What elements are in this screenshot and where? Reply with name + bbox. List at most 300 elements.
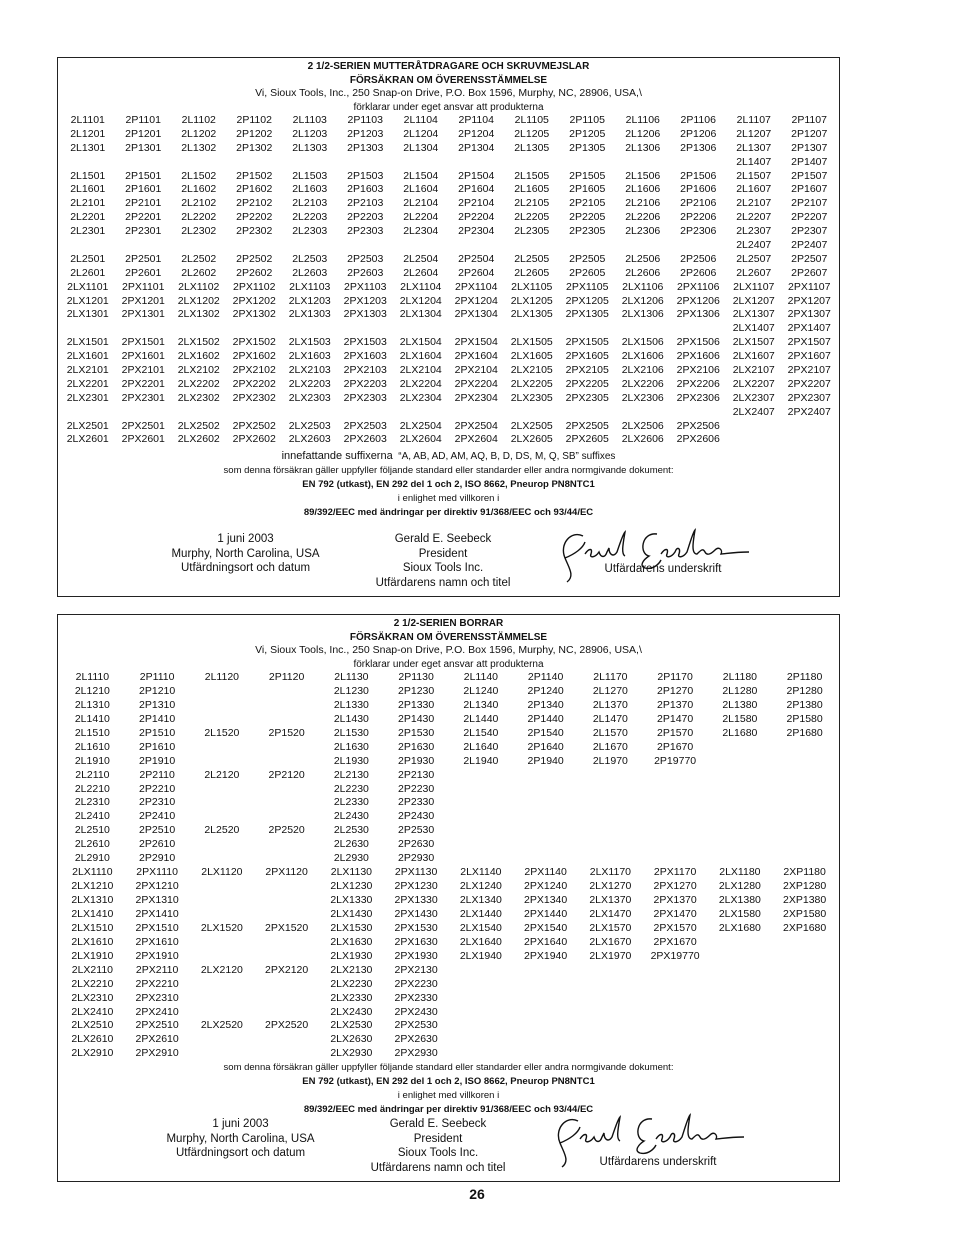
model-cell: 2L2204 xyxy=(403,211,439,224)
model-cell: 2L1301 xyxy=(70,141,106,154)
model-cell: 2LX1607 xyxy=(732,350,775,363)
model-cell xyxy=(708,838,773,852)
model-cell xyxy=(190,699,255,713)
model-cell: 2P1104 xyxy=(458,114,494,126)
model-cell: 2LX2101 xyxy=(66,364,109,377)
model-cell: 2L1210 xyxy=(74,684,110,697)
model-cell: 2L2106 xyxy=(625,197,661,210)
declaration-box-nutrunners xyxy=(57,57,840,597)
model-cell: 2L1204 xyxy=(403,127,439,140)
model-cell xyxy=(782,433,838,447)
model-cell xyxy=(671,406,727,420)
model-cell xyxy=(227,239,283,253)
model-cell: 2L1607 xyxy=(736,183,772,196)
model-cell: 2L1440 xyxy=(463,712,499,725)
model-cell: 2PX2103 xyxy=(343,364,387,377)
model-cell xyxy=(338,406,394,420)
model-cell: 2PX1206 xyxy=(676,294,720,307)
model-cell: 2L2304 xyxy=(403,225,439,238)
model-cell: 2P2602 xyxy=(236,266,273,279)
model-cell: 2PX2603 xyxy=(343,433,387,446)
model-cell: 2P1205 xyxy=(569,127,606,140)
model-cell xyxy=(504,239,560,253)
model-cell: 2PX1930 xyxy=(394,949,438,962)
model-cell: 2PX2307 xyxy=(787,391,831,404)
model-cell xyxy=(60,406,116,420)
model-cell: 2L2330 xyxy=(333,796,369,809)
model-cell: 2LX2630 xyxy=(330,1033,373,1046)
model-cell xyxy=(116,239,172,253)
model-cell xyxy=(708,769,773,783)
model-cell: 2PX1507 xyxy=(787,336,831,349)
model-cell: 2L1380 xyxy=(722,698,758,711)
model-cell xyxy=(772,1006,837,1020)
model-cell: 2P1670 xyxy=(657,740,694,753)
model-cell: 2LX2610 xyxy=(71,1033,114,1046)
model-cell: 2L2503 xyxy=(292,252,328,265)
model-cell: 2LX1540 xyxy=(459,921,502,934)
model-cell: 2L2505 xyxy=(514,252,550,265)
model-cell: 2L1940 xyxy=(463,754,499,767)
model-cell xyxy=(282,156,338,170)
model-cell xyxy=(254,699,319,713)
model-cell: 2L2130 xyxy=(333,768,369,781)
model-cell: 2P1601 xyxy=(125,183,162,196)
model-cell: 2L2202 xyxy=(181,211,217,224)
model-cell: 2LX2206 xyxy=(621,377,664,390)
model-cell: 2LX2104 xyxy=(399,364,442,377)
model-cell: 2PX2110 xyxy=(135,963,179,976)
model-cell: 2LX2604 xyxy=(399,433,442,446)
model-cell xyxy=(190,936,255,950)
model-cell: 2L1180 xyxy=(722,671,757,683)
model-cell: 2LX1340 xyxy=(459,894,502,906)
model-cell xyxy=(513,838,578,852)
model-cell: 2PX2102 xyxy=(232,364,276,377)
model-cell xyxy=(782,420,838,434)
model-cell: 2L2410 xyxy=(74,810,110,823)
model-cell: 2P2504 xyxy=(458,252,495,265)
model-cell xyxy=(772,741,837,755)
model-cell xyxy=(504,322,560,336)
model-cell xyxy=(190,796,255,810)
model-cell: 2LX1130 xyxy=(330,866,372,879)
model-cell xyxy=(513,824,578,838)
model-cell xyxy=(708,755,773,769)
model-cell xyxy=(190,894,255,908)
model-cell: 2LX1140 xyxy=(460,866,502,879)
model-cell: 2LX1110 xyxy=(72,866,113,879)
model-cell: 2P1206 xyxy=(680,127,717,140)
model-cell: 2PX1205 xyxy=(565,294,609,307)
model-cell: 2P1430 xyxy=(398,712,435,725)
declaration-box-drills xyxy=(57,614,840,1182)
model-cell: 2L1930 xyxy=(333,754,369,767)
model-cell xyxy=(708,936,773,950)
model-cell: 2L1605 xyxy=(514,183,550,196)
model-cell: 2L1230 xyxy=(333,684,369,697)
model-cell xyxy=(190,741,255,755)
model-cell: 2LX1103 xyxy=(289,280,331,293)
model-cell: 2L1610 xyxy=(74,740,110,753)
model-cell xyxy=(449,156,505,170)
model-cell: 2XP1680 xyxy=(783,921,827,934)
model-cell: 2PX2104 xyxy=(454,364,498,377)
model-cell: 2P2610 xyxy=(139,838,176,851)
model-cell: 2PX1504 xyxy=(454,336,498,349)
model-cell xyxy=(254,992,319,1006)
model-cell: 2P1201 xyxy=(125,127,162,140)
model-cell xyxy=(449,1047,514,1061)
issue-place: Murphy, North Carolina, USA xyxy=(171,547,320,560)
model-cell: 2PX1470 xyxy=(653,907,697,920)
model-cell: 2P2520 xyxy=(268,824,305,837)
model-cell: 2LX2605 xyxy=(510,433,553,446)
model-cell: 2P2210 xyxy=(139,782,176,795)
model-cell: 2L1430 xyxy=(333,712,369,725)
model-cell xyxy=(190,992,255,1006)
model-cell: 2LX1610 xyxy=(71,935,114,948)
model-cell: 2L1120 xyxy=(204,671,239,683)
model-cell: 2P1340 xyxy=(527,698,564,711)
model-cell: 2LX1601 xyxy=(66,350,109,363)
model-cell: 2PX1604 xyxy=(454,350,498,363)
model-cell: 2P2202 xyxy=(236,211,273,224)
model-cell xyxy=(393,322,449,336)
model-cell: 2PX1310 xyxy=(135,894,179,906)
model-cell xyxy=(578,1033,643,1047)
model-cell: 2LX1302 xyxy=(177,308,220,321)
directive-text: 89/392/EEC med ändringar per direktiv 91/368/EEC och 93/44/EC xyxy=(303,1104,594,1116)
model-cell xyxy=(643,769,708,783)
issuer-company: Sioux Tools Inc. xyxy=(397,1147,479,1160)
model-cell xyxy=(190,1047,255,1061)
model-cell: 2P2201 xyxy=(125,211,162,224)
issuer-label: Utfärdarens namn och titel xyxy=(375,576,511,589)
model-cell: 2XP1580 xyxy=(783,907,827,920)
model-cell: 2L2230 xyxy=(333,782,369,795)
model-cell: 2L2201 xyxy=(70,211,106,224)
model-cell xyxy=(726,433,782,447)
model-cell: 2P1306 xyxy=(680,141,717,154)
model-cell: 2P2306 xyxy=(680,225,717,238)
model-cell: 2P1380 xyxy=(786,698,823,711)
model-cell: 2L1470 xyxy=(592,712,628,725)
model-cell xyxy=(643,824,708,838)
model-cell xyxy=(60,239,116,253)
model-cell: 2P2507 xyxy=(791,252,828,265)
model-cell: 2PX2606 xyxy=(676,433,720,446)
model-cell: 2PX2502 xyxy=(232,419,276,432)
model-cell: 2LX2504 xyxy=(399,419,442,432)
issue-place-date xyxy=(143,532,348,576)
model-cell: 2LX2230 xyxy=(330,977,373,990)
model-cell xyxy=(254,894,319,908)
model-cell: 2LX2910 xyxy=(71,1047,114,1060)
model-cell xyxy=(615,406,671,420)
model-cell xyxy=(254,713,319,727)
model-cell: 2P2630 xyxy=(398,838,435,851)
model-cell: 2P1302 xyxy=(236,141,273,154)
model-cell xyxy=(254,783,319,797)
model-cell: 2PX2520 xyxy=(265,1019,309,1032)
model-cell: 2LX2502 xyxy=(177,419,220,432)
model-cell: 2LX1940 xyxy=(459,949,502,962)
model-cell: 2PX1601 xyxy=(121,350,165,363)
conditions-text: i enlighet med villkoren i xyxy=(397,493,500,505)
model-cell xyxy=(643,852,708,866)
model-cell xyxy=(227,406,283,420)
model-cell xyxy=(254,1006,319,1020)
model-cell xyxy=(190,880,255,894)
model-cell: 2LX1201 xyxy=(66,294,109,307)
model-cell xyxy=(708,741,773,755)
model-cell: 2PX2601 xyxy=(121,433,165,446)
model-cell: 2L2603 xyxy=(292,266,328,279)
model-cell: 2PX1306 xyxy=(676,308,720,321)
model-cell xyxy=(254,1033,319,1047)
model-cell: 2XP1180 xyxy=(783,866,826,879)
model-cell: 2LX2303 xyxy=(288,391,331,404)
model-cell: 2P2501 xyxy=(125,252,162,265)
model-cell: 2LX2606 xyxy=(621,433,664,446)
model-cell xyxy=(504,156,560,170)
standard-list: EN 792 (utkast), EN 292 del 1 och 2, ISO 8662, Pneurop PN8NTC1 xyxy=(302,479,595,491)
model-cell: 2LX1602 xyxy=(177,350,220,363)
model-cell: 2LX1507 xyxy=(732,336,775,349)
model-cell xyxy=(116,406,172,420)
model-cell: 2PX1602 xyxy=(232,350,276,363)
model-cell: 2LX1107 xyxy=(733,280,775,293)
model-cell: 2L1510 xyxy=(74,726,110,739)
model-cell: 2LX1240 xyxy=(459,880,502,893)
model-cell: 2P2301 xyxy=(125,225,162,238)
model-cell: 2PX1610 xyxy=(135,935,179,948)
model-cell xyxy=(772,1047,837,1061)
model-cell: 2PX1203 xyxy=(343,294,387,307)
model-cell: 2PX2610 xyxy=(135,1033,179,1046)
model-cell xyxy=(708,992,773,1006)
model-cell: 2LX2501 xyxy=(66,419,109,432)
model-cell: 2LX1680 xyxy=(718,921,761,934)
model-cell: 2PX2504 xyxy=(454,419,498,432)
model-cell: 2P1603 xyxy=(347,183,384,196)
model-cell: 2P1307 xyxy=(791,141,828,154)
signature-label: Utfärdarens underskrift xyxy=(599,1156,717,1169)
model-cell: 2P1940 xyxy=(527,754,564,767)
model-cell xyxy=(190,783,255,797)
model-cell: 2P1230 xyxy=(398,684,435,697)
model-cell: 2L1503 xyxy=(292,169,328,182)
model-cell xyxy=(708,810,773,824)
model-cell xyxy=(254,936,319,950)
model-cell: 2L2602 xyxy=(181,266,217,279)
model-cell: 2P1640 xyxy=(527,740,564,753)
model-cell: 2P1270 xyxy=(657,684,694,697)
model-cell: 2PX1230 xyxy=(394,880,438,893)
model-cell: 2L1206 xyxy=(625,127,661,140)
model-cell: 2L2407 xyxy=(736,239,772,252)
model-cell: 2LX1910 xyxy=(71,949,114,962)
model-cell: 2P2310 xyxy=(139,796,176,809)
model-cell: 2PX1640 xyxy=(524,935,568,948)
model-cell: 2L1601 xyxy=(70,183,106,196)
model-cell xyxy=(393,156,449,170)
standard-list: EN 792 (utkast), EN 292 del 1 och 2, ISO 8662, Pneurop PN8NTC1 xyxy=(302,1076,595,1088)
model-cell: 2P1520 xyxy=(268,726,305,739)
section-subtitle: FÖRSÄKRAN OM ÖVERENSSTÄMMELSE xyxy=(349,631,548,643)
model-cell: 2LX1106 xyxy=(622,280,664,293)
model-cell: 2L2501 xyxy=(70,252,106,265)
model-cell xyxy=(726,420,782,434)
model-cell xyxy=(190,908,255,922)
model-cell: 2LX1407 xyxy=(732,322,775,335)
model-cell: 2P1110 xyxy=(139,671,175,683)
model-cell: 2P1303 xyxy=(347,141,384,154)
model-cell: 2PX2302 xyxy=(232,391,276,404)
model-cell xyxy=(449,1033,514,1047)
model-cell xyxy=(513,964,578,978)
model-cell: 2P1580 xyxy=(786,712,823,725)
model-cell: 2P1305 xyxy=(569,141,606,154)
model-cell: 2PX1430 xyxy=(394,907,438,920)
model-cell: 2L1530 xyxy=(333,726,369,739)
model-cell: 2L1270 xyxy=(592,684,628,697)
model-cell: 2P1540 xyxy=(527,726,564,739)
model-cell: 2P2605 xyxy=(569,266,606,279)
model-cell xyxy=(116,322,172,336)
model-cell: 2LX2110 xyxy=(71,963,113,976)
model-cell: 2L2207 xyxy=(736,211,772,224)
model-cell: 2L2120 xyxy=(204,768,240,781)
model-cell: 2L2510 xyxy=(74,824,110,837)
model-cell: 2PX2230 xyxy=(394,977,438,990)
model-cell xyxy=(772,755,837,769)
model-cell: 2P2601 xyxy=(125,266,162,279)
model-cell: 2P1910 xyxy=(139,754,176,767)
model-cell: 2LX1380 xyxy=(718,894,761,906)
model-cell: 2L1202 xyxy=(181,127,217,140)
model-cell: 2LX2306 xyxy=(621,391,664,404)
model-cell xyxy=(708,796,773,810)
model-cell: 2P1101 xyxy=(125,114,161,126)
model-cell: 2P2307 xyxy=(791,225,828,238)
signature-block xyxy=(58,522,839,592)
model-cell xyxy=(578,1006,643,1020)
model-cell xyxy=(338,322,394,336)
model-cell: 2P1140 xyxy=(527,671,564,683)
issuer-name: Gerald E. Seebeck xyxy=(389,1118,487,1131)
model-cell: 2P19770 xyxy=(654,754,697,767)
model-cell xyxy=(578,838,643,852)
model-cell: 2PX1605 xyxy=(565,350,609,363)
model-cell: 2PX2506 xyxy=(676,419,720,432)
issuer-title: President xyxy=(413,1132,463,1145)
model-cell xyxy=(449,964,514,978)
model-cell: 2L1106 xyxy=(625,114,660,126)
issuer-company: Sioux Tools Inc. xyxy=(402,562,484,575)
model-cell: 2PX2630 xyxy=(394,1033,438,1046)
model-cell: 2LX2305 xyxy=(510,391,553,404)
model-cell: 2L1570 xyxy=(592,726,628,739)
model-cell xyxy=(643,1006,708,1020)
model-cell: 2PX2106 xyxy=(676,364,720,377)
model-cell xyxy=(772,783,837,797)
model-cell xyxy=(513,1019,578,1033)
model-cell: 2P1240 xyxy=(527,684,564,697)
model-cell xyxy=(772,824,837,838)
model-cell: 2L2307 xyxy=(736,225,772,238)
model-cell xyxy=(578,810,643,824)
model-cell xyxy=(578,978,643,992)
model-cell: 2P1502 xyxy=(236,169,273,182)
model-cell: 2LX1510 xyxy=(71,921,114,934)
model-cell: 2LX1440 xyxy=(459,907,502,920)
model-cell: 2LX1670 xyxy=(589,935,632,948)
model-cell: 2PX1204 xyxy=(454,294,498,307)
model-cell: 2LX2430 xyxy=(330,1005,373,1018)
model-cell xyxy=(643,838,708,852)
model-cell: 2PX1501 xyxy=(121,336,165,349)
model-cell: 2P2101 xyxy=(125,197,162,210)
model-cell xyxy=(560,322,616,336)
model-cell xyxy=(615,322,671,336)
model-cell: 2PX1670 xyxy=(653,935,697,948)
model-cell: 2L2630 xyxy=(333,838,369,851)
model-cell xyxy=(578,1019,643,1033)
model-cell: 2P1304 xyxy=(458,141,495,154)
model-cell: 2LX2407 xyxy=(732,405,775,418)
model-cell: 2PX1105 xyxy=(566,280,609,293)
model-cell: 2PX19770 xyxy=(650,949,700,962)
model-cell xyxy=(254,741,319,755)
model-cell xyxy=(227,322,283,336)
model-cell: 2L1330 xyxy=(333,698,369,711)
issue-place: Murphy, North Carolina, USA xyxy=(166,1132,315,1145)
model-cell: 2P2603 xyxy=(347,266,384,279)
model-cell xyxy=(772,810,837,824)
model-cell: 2LX1206 xyxy=(621,294,664,307)
model-cell xyxy=(578,783,643,797)
model-cell: 2LX2105 xyxy=(510,364,553,377)
model-cell: 2PX1340 xyxy=(524,894,568,906)
issue-place-label: Utfärdningsort och datum xyxy=(175,1147,306,1160)
model-cell: 2LX1605 xyxy=(510,350,553,363)
model-cell xyxy=(171,406,227,420)
model-cell xyxy=(513,769,578,783)
model-cell: 2PX1630 xyxy=(394,935,438,948)
model-cell: 2P1510 xyxy=(139,726,176,739)
issuer-name: Gerald E. Seebeck xyxy=(394,533,492,546)
model-cell: 2L1240 xyxy=(463,684,499,697)
model-cell: 2PX1207 xyxy=(787,294,831,307)
model-cell: 2L1110 xyxy=(75,671,110,683)
model-cell xyxy=(643,783,708,797)
model-cell: 2L1501 xyxy=(70,169,106,182)
model-cell: 2L1580 xyxy=(722,712,758,725)
model-cell: 2P1210 xyxy=(139,684,176,697)
model-cell: 2PX1940 xyxy=(524,949,568,962)
model-cell xyxy=(282,239,338,253)
model-cell xyxy=(190,852,255,866)
model-cell: 2L2610 xyxy=(74,838,110,851)
model-cell xyxy=(254,810,319,824)
model-cell xyxy=(449,1006,514,1020)
model-cell: 2LX1303 xyxy=(288,308,331,321)
model-cell xyxy=(393,406,449,420)
model-cell: 2P2430 xyxy=(398,810,435,823)
model-cell: 2LX2204 xyxy=(399,377,442,390)
